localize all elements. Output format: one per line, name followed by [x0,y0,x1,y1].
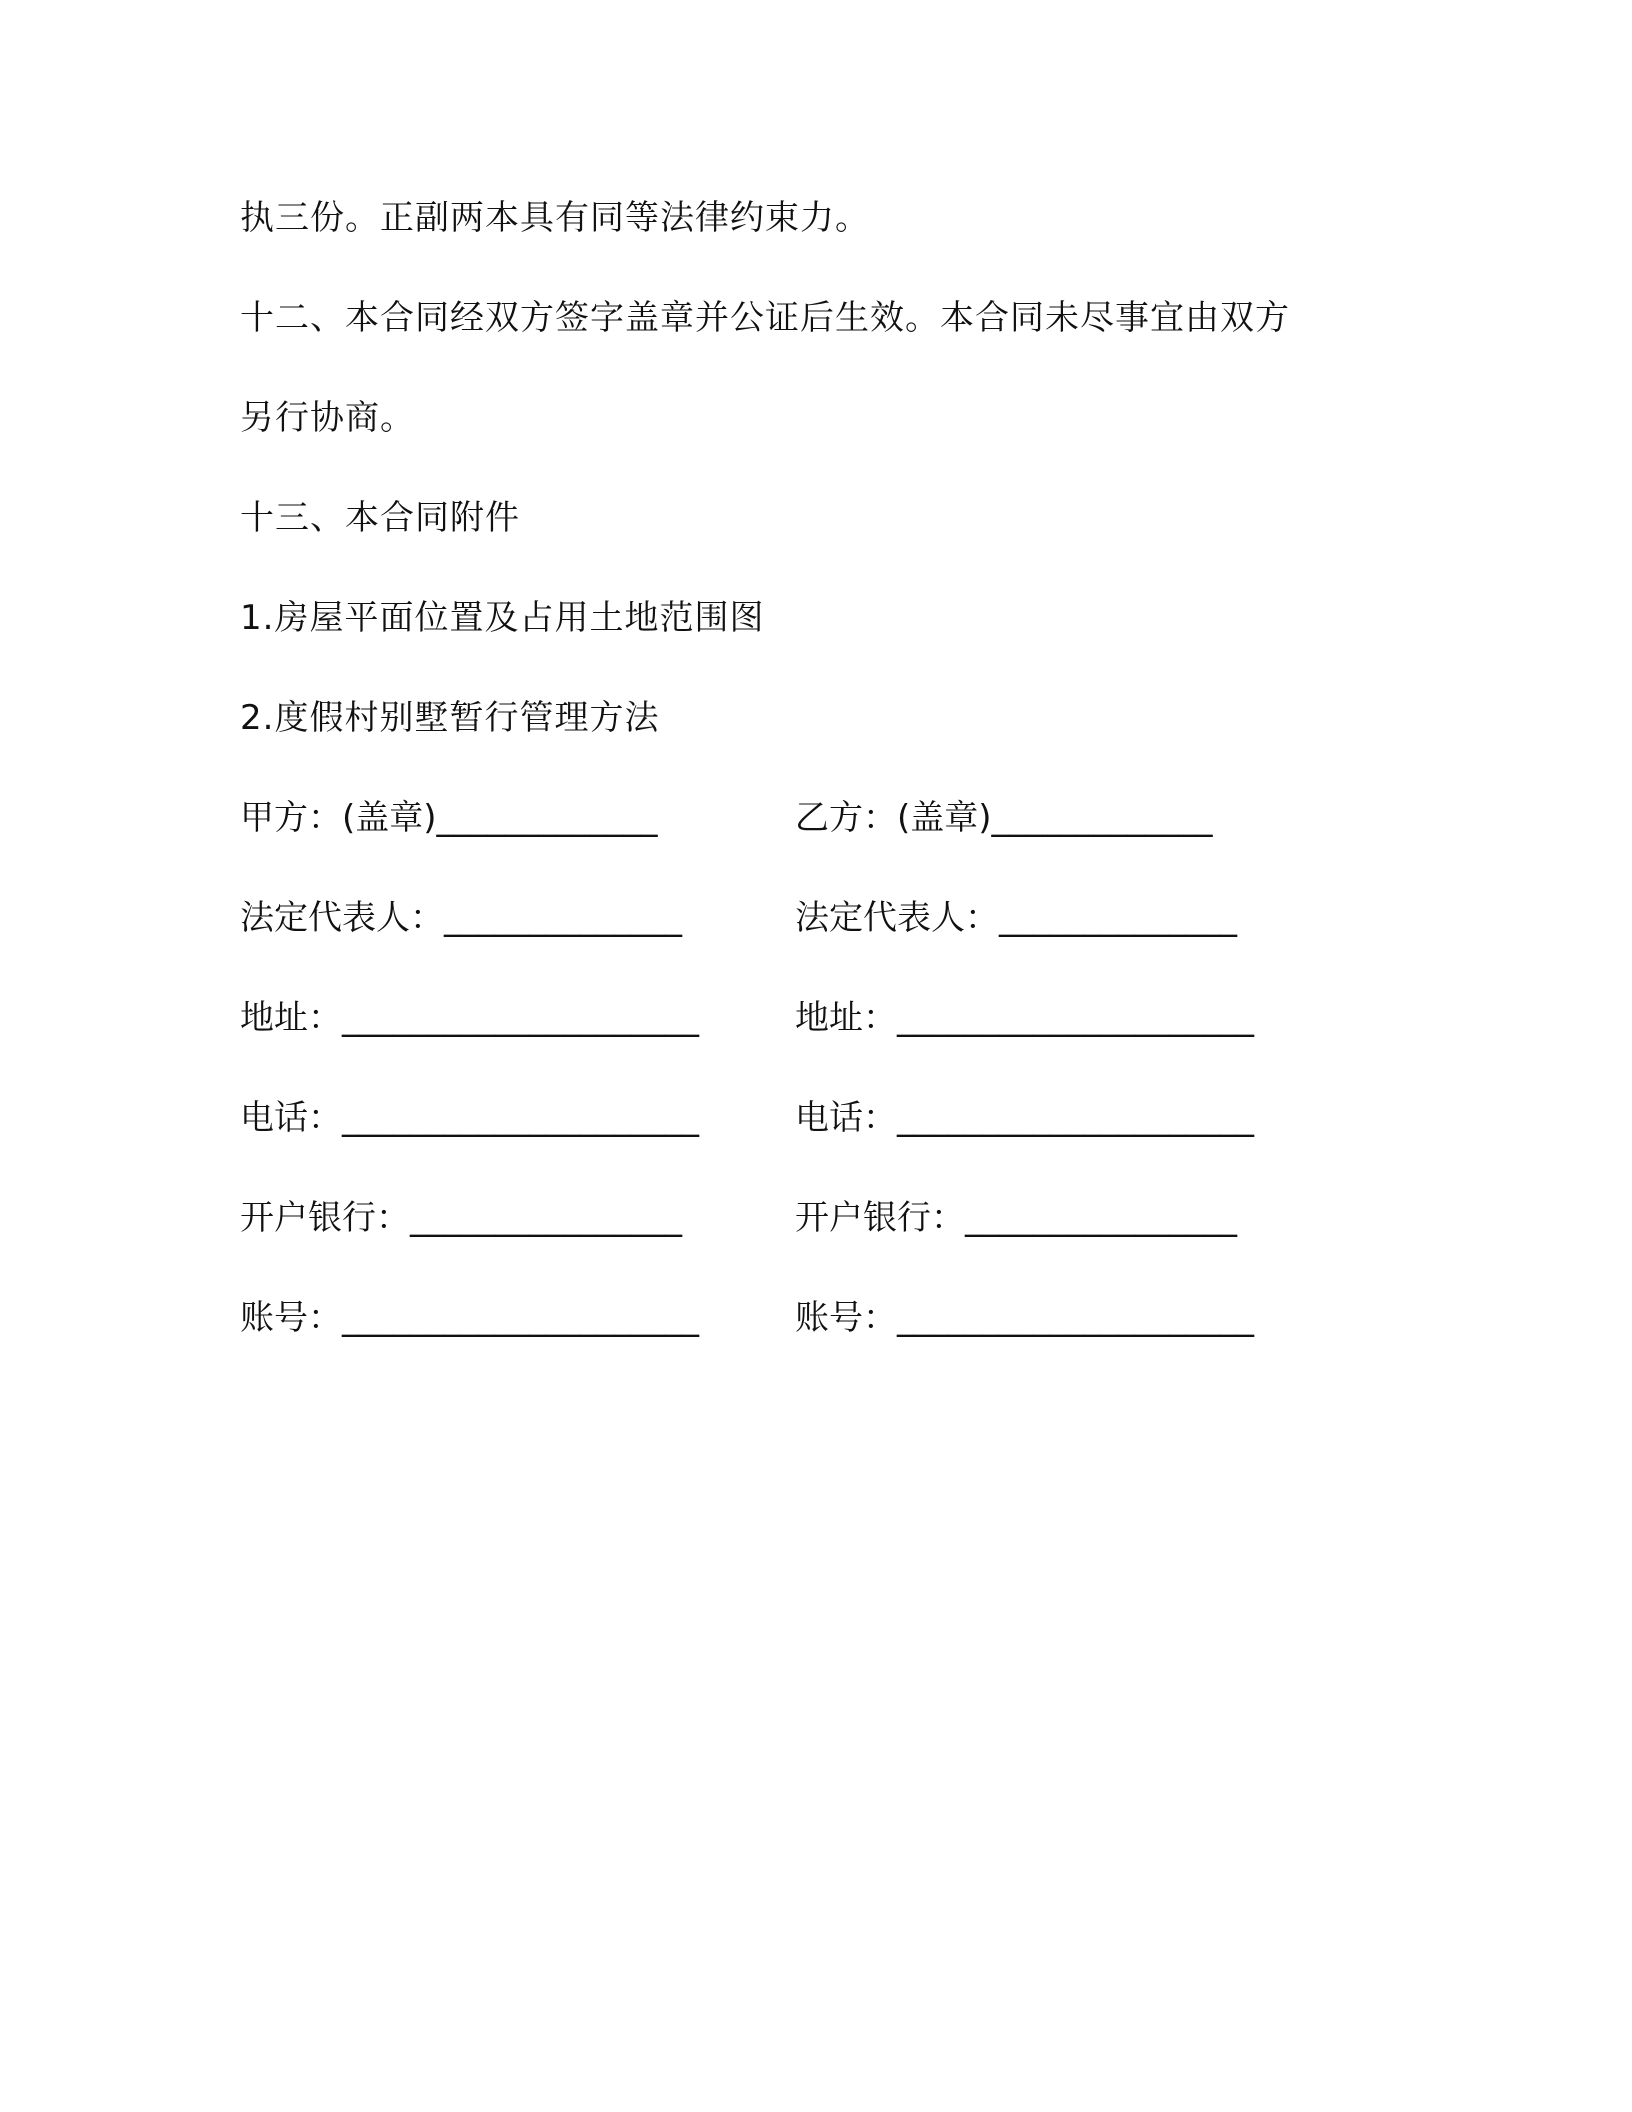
party-b-address-field: 地址：_____________________ [795,998,1254,1038]
signature-row-phone [240,1094,1400,1142]
party-a-seal-field: 甲方：(盖章)_____________ [240,798,658,838]
party-b-legal-rep-field: 法定代表人：______________ [795,898,1237,938]
party-a-address-field: 地址：_____________________ [240,998,699,1038]
party-b-bank-field: 开户银行：________________ [795,1198,1237,1238]
party-a-phone-field: 电话：_____________________ [240,1098,699,1138]
party-a-account-field: 账号：_____________________ [240,1298,699,1338]
signature-row-account [240,1294,1400,1342]
attachment-item-2: 2.度假村别墅暂行管理方法 [240,698,660,738]
paragraph-clause-12-line-1: 十二、本合同经双方签字盖章并公证后生效。本合同未尽事宜由双方 [240,298,1290,338]
signature-row-seal [240,794,1400,842]
signature-row-address [240,994,1400,1042]
party-b-phone-field: 电话：_____________________ [795,1098,1254,1138]
paragraph-clause-12-line-2: 另行协商。 [240,398,415,438]
paragraph-copies-clause: 执三份。正副两本具有同等法律约束力。 [240,198,870,238]
paragraph-clause-13-heading: 十三、本合同附件 [240,498,520,538]
attachment-item-1: 1.房屋平面位置及占用土地范围图 [240,598,765,638]
party-b-account-field: 账号：_____________________ [795,1298,1254,1338]
party-b-seal-field: 乙方：(盖章)_____________ [795,798,1213,838]
party-a-legal-rep-field: 法定代表人：______________ [240,898,682,938]
signature-row-bank [240,1194,1400,1242]
party-a-bank-field: 开户银行：________________ [240,1198,682,1238]
signature-row-legal-rep [240,894,1400,942]
